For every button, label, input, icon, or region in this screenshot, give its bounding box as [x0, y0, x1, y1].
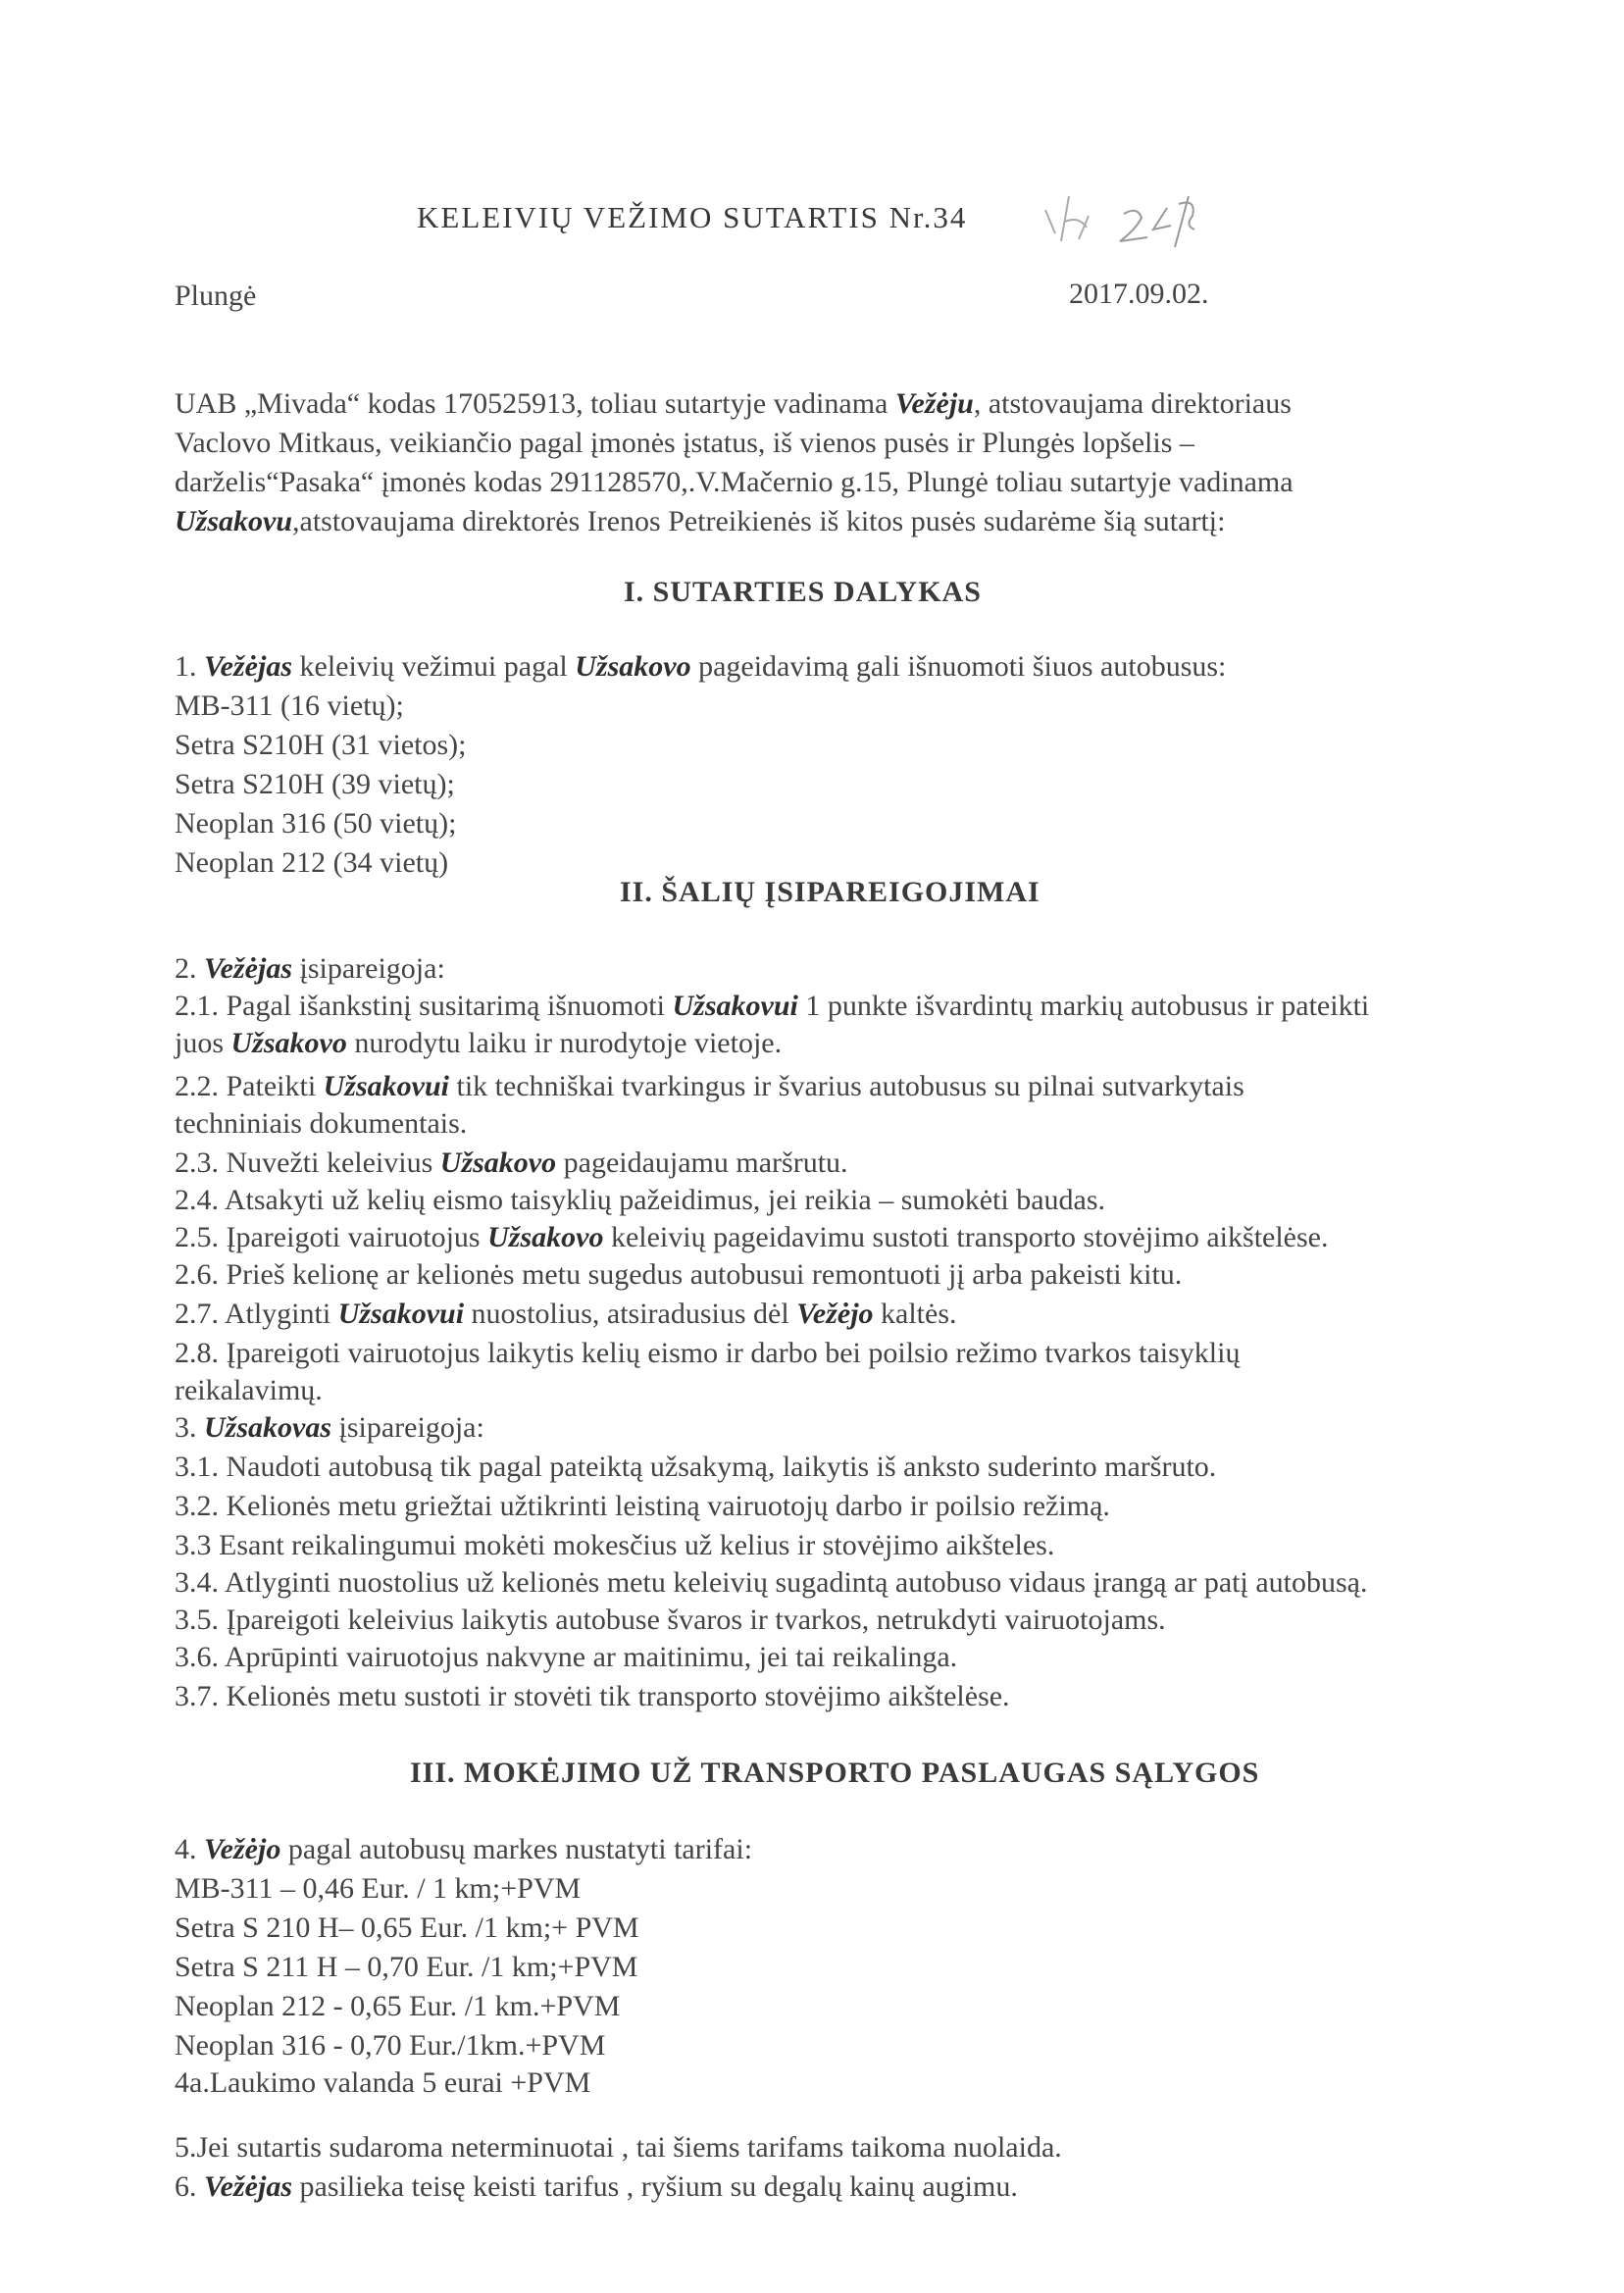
clause-number: 2. [175, 952, 204, 985]
customer-term: Užsakovui [337, 1298, 465, 1330]
clause-2-7 [175, 1297, 957, 1332]
bus-list-item: Neoplan 316 (50 vietų); [175, 807, 457, 840]
clause-text: 2.1. Pagal išankstinį susitarimą išnuomoti [175, 990, 673, 1022]
clause-2-8-cont: reikalavimų. [175, 1374, 323, 1406]
clause-2-1-cont [175, 1026, 782, 1061]
clause-2-6: 2.6. Prieš kelionę ar kelionės metu sugedus autobusui remontuoti jį arba pakeisti kitu. [175, 1258, 1183, 1291]
bus-list-item: Neoplan 212 (34 vietų) [175, 846, 449, 879]
clause-3-7: 3.7. Kelionės metu sustoti ir stovėti tik transporto stovėjimo aikštelėse. [175, 1680, 1010, 1712]
clause-5: 5.Jei sutartis sudaroma neterminuotai , tai šiems tarifams taikoma nuolaida. [175, 2131, 1062, 2164]
clause-number: 1. [175, 650, 204, 683]
carrier-term: Vežėjas [204, 650, 292, 683]
clause-3 [175, 1410, 484, 1446]
clause-number: 6. [175, 2170, 204, 2203]
clause-text: nuostolius, atsiradusius dėl [464, 1298, 797, 1330]
carrier-term: Vežėju [894, 387, 974, 420]
clause-text: 2.3. Nuvežti keleivius [175, 1146, 440, 1179]
customer-term: Užsakovo [230, 1027, 347, 1059]
clause-3-6: 3.6. Aprūpinti vairuotojus nakvyne ar maitinimu, jei tai reikalinga. [175, 1641, 958, 1673]
clause-text: 2.5. Įpareigoti vairuotojus [175, 1221, 488, 1253]
clause-text: kaltės. [873, 1298, 957, 1330]
customer-term: Užsakovu [175, 505, 293, 537]
clause-text: 2.2. Pateikti [175, 1070, 324, 1102]
clause-text: 2.7. Atlyginti [175, 1298, 338, 1330]
clause-text: pageidavimą gali išnuomoti šiuos autobusus: [690, 650, 1227, 683]
handwritten-registration-mark [1040, 186, 1206, 255]
customer-term: Užsakovas [204, 1411, 332, 1444]
tariff-line: MB-311 – 0,46 Eur. / 1 km;+PVM [175, 1872, 582, 1905]
clause-3-4: 3.4. Atlyginti nuostolius už kelionės metu keleivių sugadintą autobuso vidaus įrangą ar patį autobusą. [175, 1566, 1368, 1599]
contract-date: 2017.09.02. [1069, 278, 1209, 310]
clause-text: pageidaujamu maršrutu. [556, 1146, 848, 1179]
clause-number: 4. [175, 1833, 204, 1865]
tariff-line: 4a.Laukimo valanda 5 eurai +PVM [175, 2066, 591, 2099]
clause-2-4: 2.4. Atsakyti už kelių eismo taisyklių pažeidimus, jei reikia – sumokėti baudas. [175, 1184, 1105, 1216]
intro-text: , atstovaujama direktoriaus [973, 387, 1292, 420]
customer-term: Užsakovui [323, 1070, 450, 1102]
clause-text: įsipareigoja: [331, 1411, 484, 1444]
clause-2-2 [175, 1069, 1244, 1104]
bus-list-item: Setra S210H (31 vietos); [175, 729, 467, 761]
intro-line-1 [175, 386, 1292, 422]
carrier-term: Vežėjas [204, 952, 292, 985]
tariff-line: Setra S 211 H – 0,70 Eur. /1 km;+PVM [175, 1951, 638, 1983]
customer-term: Užsakovo [487, 1221, 604, 1253]
carrier-term: Vežėjo [796, 1298, 874, 1330]
clause-2-3 [175, 1146, 848, 1181]
clause-number: 3. [175, 1411, 204, 1444]
clause-2-8: 2.8. Įpareigoti vairuotojus laikytis kelių eismo ir darbo bei poilsio režimo tvarkos taisyklių [175, 1337, 1241, 1369]
clause-text: tik techniškai tvarkingus ir švarius autobusus su pilnai sutvarkytais [449, 1070, 1244, 1102]
clause-3-3: 3.3 Esant reikalingumui mokėti mokesčius už kelius ir stovėjimo aikšteles. [175, 1529, 1055, 1561]
clause-2-1 [175, 989, 1369, 1024]
clause-text: juos [175, 1027, 231, 1059]
customer-term: Užsakovo [439, 1146, 557, 1179]
clause-2-2-cont: techniniais dokumentais. [175, 1107, 468, 1140]
clause-1 [175, 649, 1226, 685]
clause-text: įsipareigoja: [292, 952, 445, 985]
customer-term: Užsakovo [575, 650, 691, 683]
carrier-term: Vežėjo [204, 1833, 281, 1865]
clause-text: pagal autobusų markes nustatyti tarifai: [280, 1833, 753, 1865]
intro-line-3: darželis“Pasaka“ įmonės kodas 291128570,.V.Mačernio g.15, Plungė toliau sutartyje vadinama [175, 466, 1294, 498]
contract-place: Plungė [175, 280, 257, 312]
clause-text: keleivių vežimui pagal [292, 650, 576, 683]
clause-3-1: 3.1. Naudoti autobusą tik pagal pateiktą užsakymą, laikytis iš anksto suderinto maršruto. [175, 1451, 1217, 1483]
tariff-line: Setra S 210 H– 0,65 Eur. /1 km;+ PVM [175, 1911, 639, 1944]
customer-term: Užsakovui [672, 990, 798, 1022]
clause-text: keleivių pageidavimu sustoti transporto stovėjimo aikštelėse. [603, 1221, 1329, 1253]
clause-3-2: 3.2. Kelionės metu griežtai užtikrinti leistiną vairuotojų darbo ir poilsio režimą. [175, 1490, 1110, 1522]
intro-text: ,atstovaujama direktorės Irenos Petreikienės iš kitos pusės sudarėme šią sutartį: [292, 505, 1226, 537]
bus-list-item: MB-311 (16 vietų); [175, 689, 404, 722]
tariff-line: Neoplan 212 - 0,65 Eur. /1 km.+PVM [175, 1990, 621, 2022]
clause-text: nurodytu laiku ir nurodytoje vietoje. [346, 1027, 783, 1059]
section-3-heading: III. MOKĖJIMO UŽ TRANSPORTO PASLAUGAS SĄLYGOS [410, 1757, 1260, 1789]
tariff-line: Neoplan 316 - 0,70 Eur./1km.+PVM [175, 2029, 606, 2062]
intro-line-4 [175, 504, 1225, 539]
clause-3-5: 3.5. Įpareigoti keleivius laikytis autobuse švaros ir tvarkos, netrukdyti vairuotojams. [175, 1604, 1166, 1636]
document-title: KELEIVIŲ VEŽIMO SUTARTIS Nr.34 [417, 200, 968, 234]
clause-text: 1 punkte išvardintų markių autobusus ir pateikti [797, 990, 1370, 1022]
clause-4 [175, 1832, 752, 1867]
section-2-heading: II. ŠALIŲ ĮSIPAREIGOJIMAI [620, 876, 1040, 908]
clause-2-5 [175, 1220, 1328, 1255]
clause-2 [175, 951, 445, 987]
intro-line-2: Vaclovo Mitkaus, veikiančio pagal įmonės įstatus, iš vienos pusės ir Plungės lopšelis – [175, 427, 1194, 459]
bus-list-item: Setra S210H (39 vietų); [175, 768, 455, 800]
intro-text: UAB „Mivada“ kodas 170525913, toliau sutartyje vadinama [175, 387, 895, 420]
clause-text: pasilieka teisę keisti tarifus , ryšium su degalų kainų augimu. [292, 2170, 1018, 2203]
carrier-term: Vežėjas [204, 2170, 292, 2203]
clause-6 [175, 2169, 1018, 2205]
section-1-heading: I. SUTARTIES DALYKAS [624, 576, 982, 608]
